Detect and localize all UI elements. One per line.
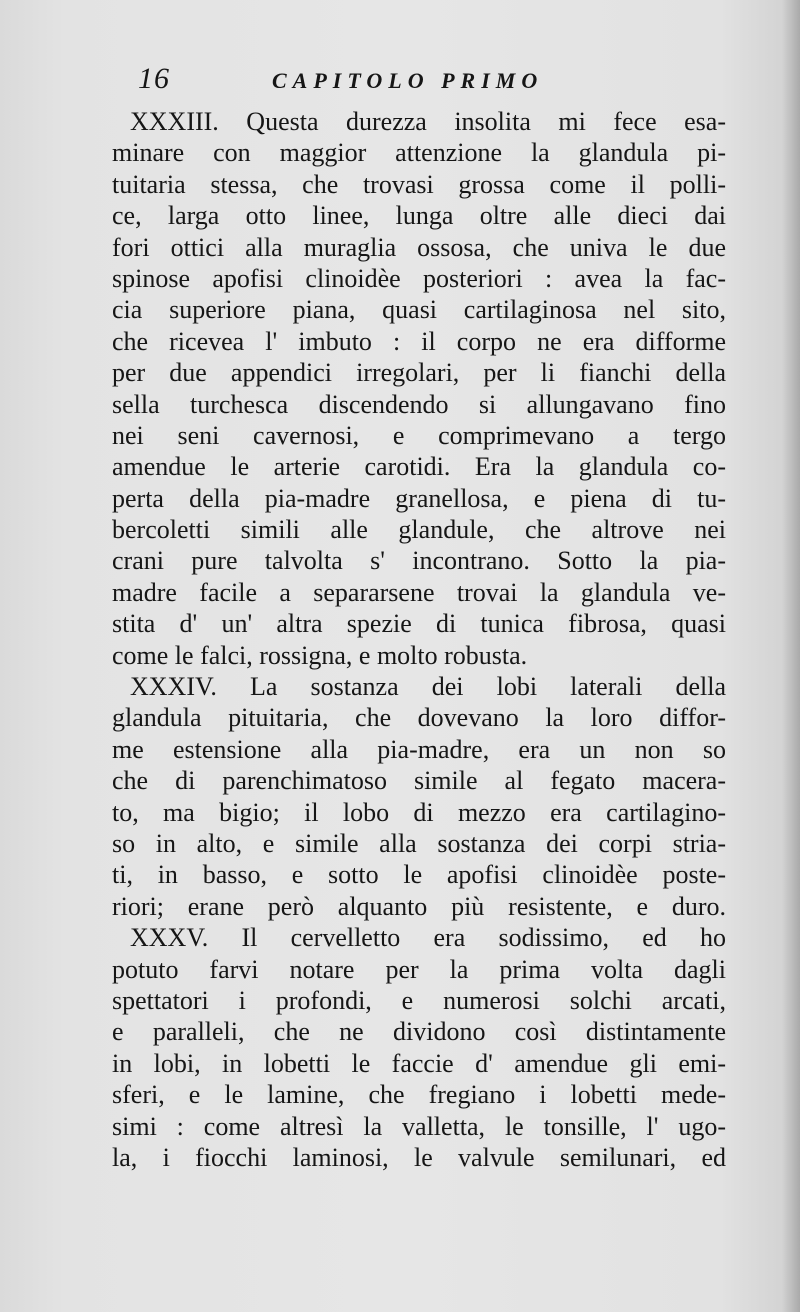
text-line: fori ottici alla muraglia ossosa, che univa le due xyxy=(112,232,726,262)
chapter-title: CAPITOLO PRIMO xyxy=(272,68,544,93)
text-line: come le falci, rossigna, e molto robusta. xyxy=(112,640,528,670)
text-line: stita d' un' altra spezie di tunica fibrosa, quasi xyxy=(112,609,726,639)
text-line: so in alto, e simile alla sostanza dei corpi stria- xyxy=(112,828,726,858)
text-line: e paralleli, che ne dividono così distintamente xyxy=(112,1017,726,1047)
text-line: glandula pituitaria, che dovevano la loro diffor- xyxy=(112,703,726,733)
text-line: XXXV. Il cervelletto era sodissimo, ed ho xyxy=(130,923,726,953)
body-text xyxy=(112,106,726,1173)
text-line: per due appendici irregolari, per li fianchi della xyxy=(112,358,726,388)
text-line: che ricevea l' imbuto : il corpo ne era difforme xyxy=(112,326,726,356)
text-line: simi : come altresì la valletta, le tonsille, l' ugo- xyxy=(112,1111,726,1141)
text-line: sferi, e le lamine, che fregiano i lobetti mede- xyxy=(112,1080,726,1110)
text-line: tuitaria stessa, che trovasi grossa come il polli- xyxy=(112,169,726,199)
text-line: perta della pia-madre granellosa, e piena di tu- xyxy=(112,483,726,513)
text-line: sella turchesca discendendo si allungavano fino xyxy=(112,389,726,419)
text-line: riori; erane però alquanto più resistente, e duro. xyxy=(112,891,726,921)
text-line: to, ma bigio; il lobo di mezzo era cartilagino- xyxy=(112,797,726,827)
page-number: 16 xyxy=(138,62,170,95)
text-line: crani pure talvolta s' incontrano. Sotto la pia- xyxy=(112,546,726,576)
text-line: bercoletti simili alle glandule, che altrove nei xyxy=(112,515,726,545)
text-line: XXXIII. Questa durezza insolita mi fece esa- xyxy=(130,107,726,136)
text-line: in lobi, in lobetti le faccie d' amendue gli emi- xyxy=(112,1048,726,1078)
text-line: potuto farvi notare per la prima volta dagli xyxy=(112,954,726,984)
text-line: nei seni cavernosi, e comprimevano a tergo xyxy=(112,420,726,450)
text-line: minare con maggior attenzione la glandula pi- xyxy=(112,138,726,168)
running-head xyxy=(138,62,618,98)
text-line: spinose apofisi clinoidèe posteriori : avea la fac- xyxy=(112,263,726,293)
text-line: ti, in basso, e sotto le apofisi clinoidèe poste- xyxy=(112,860,726,890)
text-line: amendue le arterie carotidi. Era la glandula co- xyxy=(112,452,726,482)
text-line: la, i fiocchi laminosi, le valvule semilunari, ed xyxy=(112,1142,726,1172)
text-line: ce, larga otto linee, lunga oltre alle dieci dai xyxy=(112,201,726,231)
text-line: XXXIV. La sostanza dei lobi laterali della xyxy=(130,672,726,702)
text-line: madre facile a separarsene trovai la glandula ve- xyxy=(112,577,726,607)
text-line: cia superiore piana, quasi cartilaginosa nel sito, xyxy=(112,295,726,325)
text-line: me estensione alla pia-madre, era un non so xyxy=(112,734,726,764)
text-line: spettatori i profondi, e numerosi solchi arcati, xyxy=(112,985,726,1015)
text-line: che di parenchimatoso simile al fegato macera- xyxy=(112,766,726,796)
